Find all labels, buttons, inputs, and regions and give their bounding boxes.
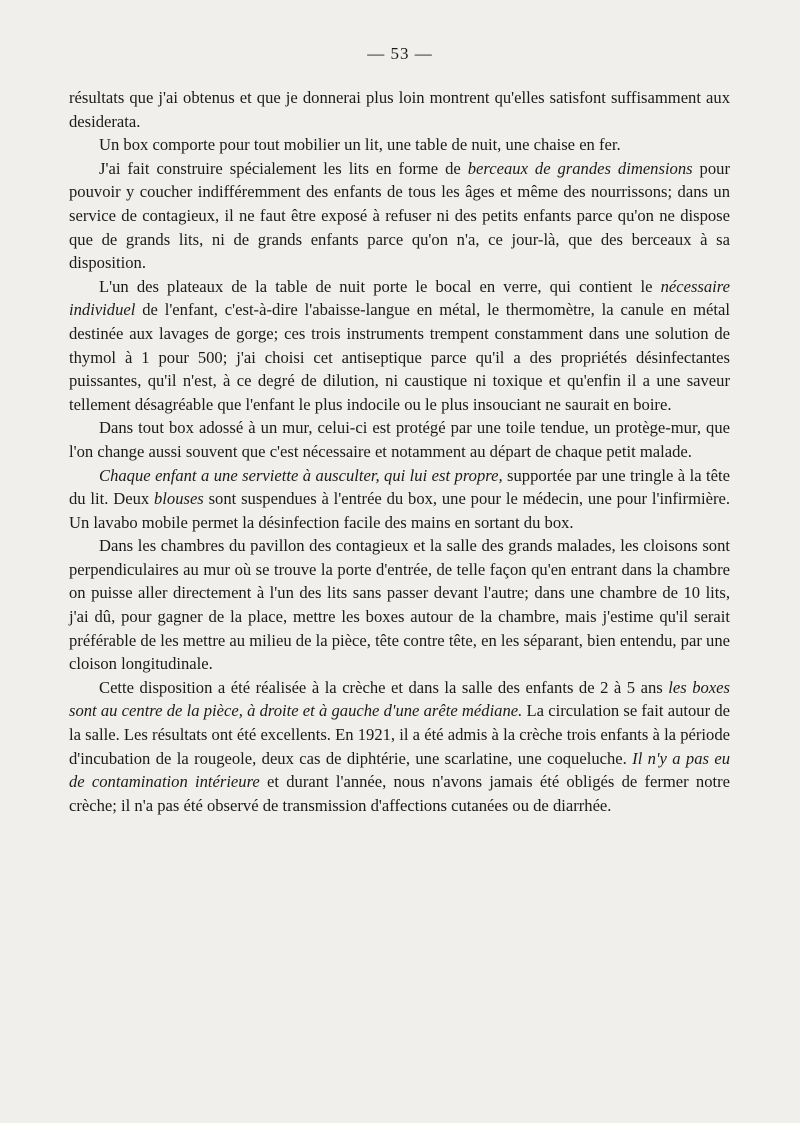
paragraph-creche (69, 676, 730, 818)
text-run: sont suspendues à l'entrée du box, une pour le médecin, une pour l'infirmière. Un lavabo mobile permet la désinfection facile des mains en sortant du box. (69, 489, 730, 532)
italic-term-individual-kit: nécessaire individuel (69, 276, 730, 320)
paragraph-towel-blouses (69, 464, 730, 535)
italic-phrase-towel: Chaque enfant a une serviette à ausculter, qui lui est propre, (99, 465, 503, 485)
italic-phrase-boxes-center: les boxes sont au centre de la pièce, à droite et à gauche d'une arête médiane. (69, 677, 730, 721)
text-run: L'un des plateaux de la table de nuit porte le bocal en verre, qui contient le (99, 276, 661, 296)
text-run: La circulation se fait autour de la salle. Les résultats ont été excellents. En 1921, il a été admis à la crèche trois enfants à la période d'incubation de la rougeole, deux cas de diphtérie, une scarlatine, une coqueluche. (69, 701, 730, 768)
text-run: de l'enfant, c'est-à-dire l'abaisse-langue en métal, le thermomètre, la canule en métal destinée aux lavages de gorge; ces trois instruments trempent constamment dans une solution de thymol à 1 pour 500; j'ai choisi cet antiseptique parce qu'il a des propriétés désinfectantes puissantes, qu'il n'est, à ce degré de dilution, ni caustique ni toxique et qu'enfin il a une saveur tellement désagréable que l'enfant le plus indocile ou le plus insouciant ne saurait en boire. (69, 300, 730, 414)
paragraph-continued: résultats que j'ai obtenus et que je donnerai plus loin montrent qu'elles satisfont suffisamment aux desiderata. (69, 88, 730, 131)
text-run: pour pouvoir y coucher indifféremment des enfants de tous les âges et même des nourrissons; dans un service de contagieux, il ne faut être exposé à refuser ni des petits enfants parce qu'on ne dispose que de grands lits, ni de grands enfants parce qu'on n'a, ce jour-là, que des berceaux à sa disposition. (69, 158, 730, 273)
paragraph-beds (69, 157, 730, 275)
italic-phrase-no-contamination: Il n'y a pas eu de contamination intérieure (69, 748, 731, 792)
paragraph-wall-protector: Dans tout box adossé à un mur, celui-ci est protégé par une toile tendue, un protège-mur, que l'on change aussi souvent que c'est nécessaire et notamment au départ de chaque petit malade. (69, 418, 730, 461)
page-number: — 53 — (367, 44, 433, 63)
text-run: et durant l'année, nous n'avons jamais été obligés de fermer notre crèche; il n'a pas été observé de transmission d'affections cutanées ou de diarrhée. (69, 772, 730, 815)
text-run: J'ai fait construire spécialement les lits en forme de (99, 158, 468, 178)
paragraph-box-furniture: Un box comporte pour tout mobilier un lit, une table de nuit, une chaise en fer. (99, 135, 621, 155)
paragraph-night-table (69, 275, 730, 417)
text-run: Cette disposition a été réalisée à la crèche et dans la salle des enfants de 2 à 5 ans (99, 677, 669, 697)
italic-term-blouses: blouses (153, 489, 204, 509)
text-run: supportée par une tringle à la tête du lit. Deux (69, 465, 730, 509)
body-text (69, 86, 730, 817)
italic-term-large-cradles: berceaux de grandes dimensions (467, 158, 693, 178)
paragraph-room-layout: Dans les chambres du pavillon des contagieux et la salle des grands malades, les cloisons sont perpendiculaires au mur où se trouve la porte d'entrée, de telle façon qu'en entrant dans la chambre on puisse aller directement à l'un des lits sans passer devant l'autre; dans une chambre de 10 lits, j'ai dû, pour gagner de la place, mettre les boxes autour de la chambre, mais j'estime qu'il serait préférable de les mettre au milieu de la pièce, tête contre tête, en les séparant, bien entendu, par une cloison longitudinale. (69, 536, 730, 674)
